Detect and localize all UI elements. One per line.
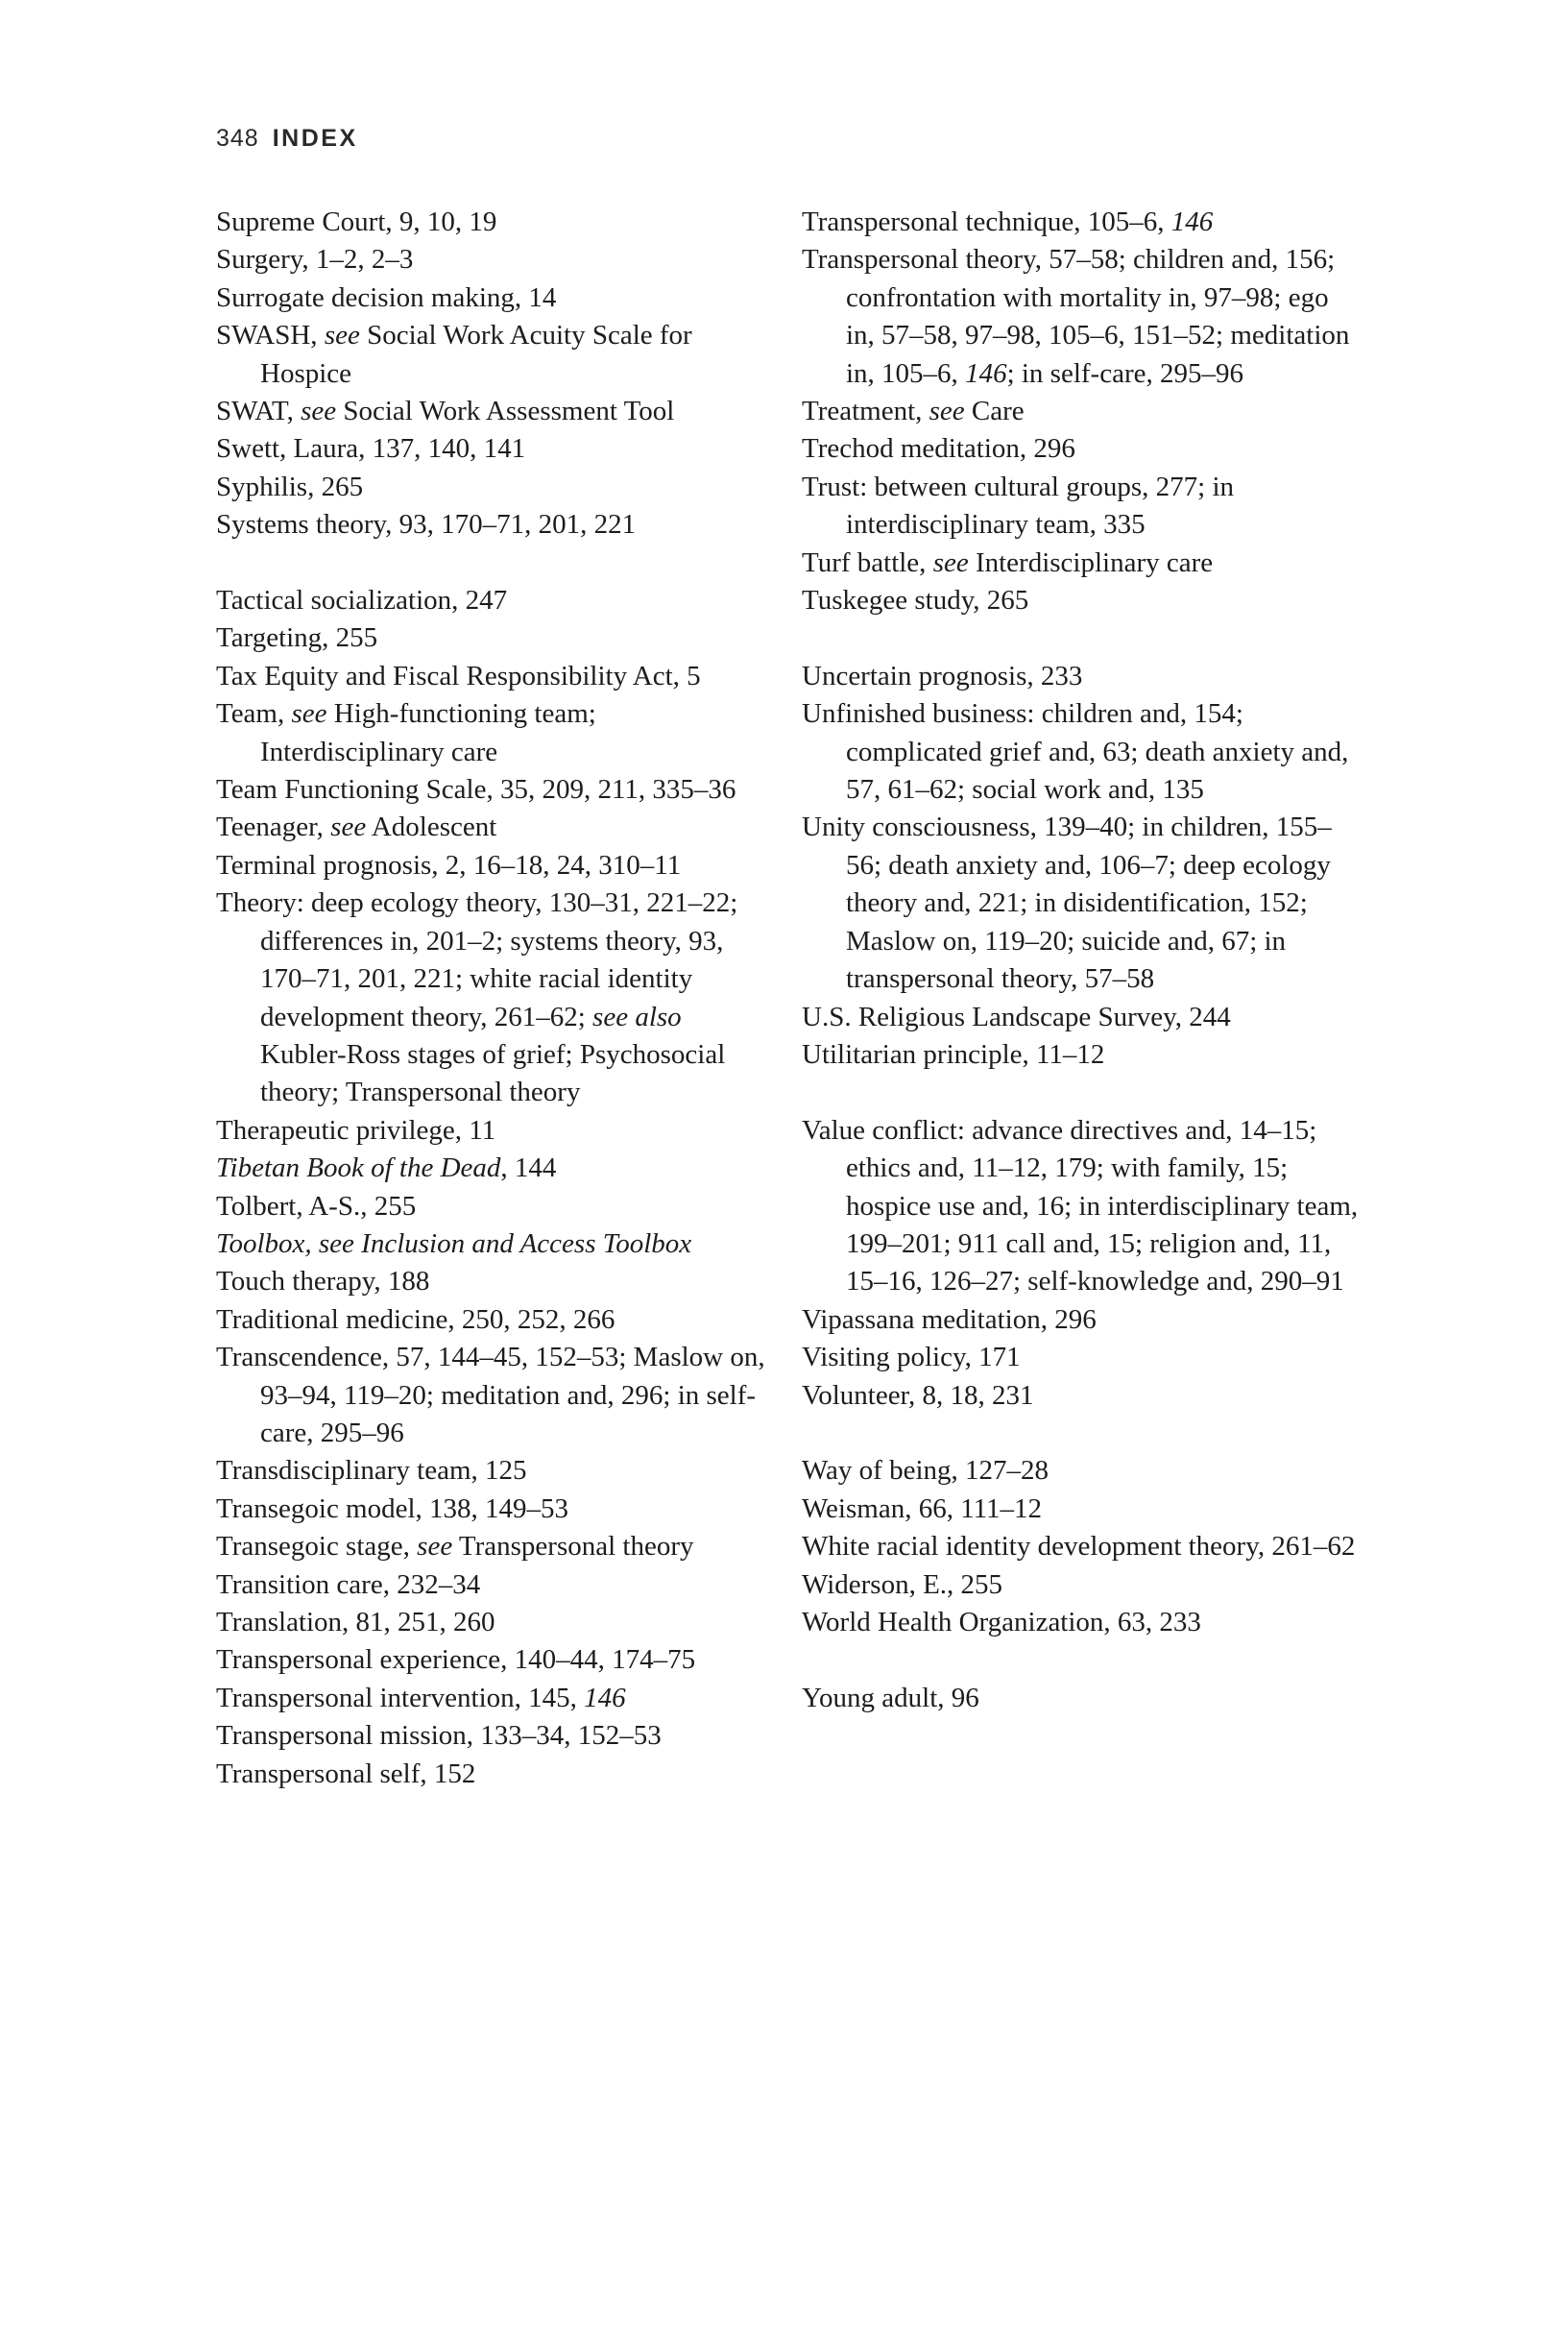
index-entry: Utilitarian principle, 11–12 <box>802 1038 1105 1070</box>
index-entry: Young adult, 96 <box>802 1682 979 1713</box>
index-entry <box>802 393 1359 430</box>
index-entry: Systems theory, 93, 170–71, 201, 221 <box>216 509 637 541</box>
index-entry <box>216 393 773 430</box>
entry-italic-text: Tibetan Book of the Dead <box>216 1152 501 1184</box>
entry-italic-text: 146 <box>965 357 1007 389</box>
entry-italic-text: see <box>417 1531 453 1563</box>
index-entry: Surrogate decision making, 14 <box>216 281 557 313</box>
index-entry <box>216 695 773 771</box>
entry-text: Turf battle, <box>802 546 933 578</box>
index-entry: Therapeutic privilege, 11 <box>216 1114 496 1146</box>
entry-text: High-functioning team; Interdisciplinary care <box>260 698 596 767</box>
entry-text: ; in self-care, 295–96 <box>1006 357 1243 389</box>
entry-italic-text: see <box>301 396 337 427</box>
letter-group-gap <box>802 1415 1359 1452</box>
index-entry: U.S. Religious Landscape Survey, 244 <box>802 1001 1231 1032</box>
running-header <box>216 125 358 153</box>
entry-text: SWASH, <box>216 320 325 352</box>
index-entry <box>802 204 1359 241</box>
index-entry: Transcendence, 57, 144–45, 152–53; Maslow on, 93–94, 119–20; meditation and, 296; in self-care, 295–96 <box>216 1342 765 1448</box>
index-entry: Trechod meditation, 296 <box>802 433 1075 465</box>
index-entry <box>216 885 773 1111</box>
entry-text: Transegoic stage, <box>216 1531 418 1563</box>
entry-italic-text: see <box>929 396 965 427</box>
entry-text: Social Work Acuity Scale for Hospice <box>260 320 692 389</box>
index-entry: Unity consciousness, 139–40; in children, 155–56; death anxiety and, 106–7; deep ecology theory and, 221; in disidentification, 152; Maslow on, 119–20; suicide and, 67; in transpersonal theory, 57–58 <box>802 812 1332 995</box>
index-entry: Tactical socialization, 247 <box>216 585 508 617</box>
entry-italic-text: see <box>291 698 327 730</box>
index-entry: Syphilis, 265 <box>216 471 364 502</box>
entry-text: Transpersonal theory <box>452 1531 694 1563</box>
entry-text: Social Work Assessment Tool <box>336 396 675 427</box>
entry-text: Transpersonal intervention, 145, <box>216 1682 585 1713</box>
entry-text: Adolescent <box>366 812 497 843</box>
index-entry: Transition care, 232–34 <box>216 1568 481 1600</box>
index-entry <box>216 1150 773 1187</box>
page-title: INDEX <box>272 125 358 152</box>
index-entry: Targeting, 255 <box>216 622 378 654</box>
index-entry: Tax Equity and Fiscal Responsibility Act, 5 <box>216 660 701 691</box>
entry-text: SWAT, <box>216 396 302 427</box>
letter-group-gap <box>802 1074 1359 1111</box>
index-entry: Tolbert, A-S., 255 <box>216 1190 417 1222</box>
entry-text: Care <box>964 396 1025 427</box>
index-entry: Trust: between cultural groups, 277; in interdisciplinary team, 335 <box>802 471 1234 541</box>
index-entry: Terminal prognosis, 2, 16–18, 24, 310–11 <box>216 849 682 881</box>
index-entry: Supreme Court, 9, 10, 19 <box>216 206 497 237</box>
entry-italic-text: see also <box>592 1001 682 1032</box>
letter-group-gap <box>802 619 1359 657</box>
index-entry: Transegoic model, 138, 149–53 <box>216 1492 569 1524</box>
index-entry <box>216 809 773 846</box>
index-entry <box>802 241 1359 393</box>
index-entry: World Health Organization, 63, 233 <box>802 1606 1201 1637</box>
index-entry: Transdisciplinary team, 125 <box>216 1455 527 1487</box>
letter-group-gap <box>802 1641 1359 1679</box>
entry-text: Treatment, <box>802 396 929 427</box>
index-entry: Team Functioning Scale, 35, 209, 211, 335–36 <box>216 774 736 806</box>
index-entry <box>216 1528 773 1565</box>
index-entry: Surgery, 1–2, 2–3 <box>216 244 414 276</box>
index-entry: Translation, 81, 251, 260 <box>216 1607 495 1638</box>
index-entry: Weisman, 66, 111–12 <box>802 1492 1043 1524</box>
index-entry: Transpersonal experience, 140–44, 174–75 <box>216 1644 696 1676</box>
index-entry: Value conflict: advance directives and, 14–15; ethics and, 11–12, 179; with family, 15; hospice use and, 16; in interdisciplinary team, 199–201; 911 call and, 15; religion and, 11, 15–16, 126–27; self-knowledge and, 290–91 <box>802 1114 1359 1297</box>
index-entry: Unfinished business: children and, 154; complicated grief and, 63; death anxiety and, 57, 61–62; social work and, 135 <box>802 698 1349 806</box>
letter-group-gap <box>216 545 773 582</box>
entry-text: Theory: deep ecology theory, 130–31, 221–22; differences in, 201–2; systems theory, 93, 170–71, 201, 221; white racial identity development theory, 261–62; <box>216 887 738 1032</box>
entry-text: Teenager, <box>216 812 331 843</box>
index-entry <box>216 317 773 393</box>
index-entry: Touch therapy, 188 <box>216 1266 430 1297</box>
index-column-left <box>216 204 773 1793</box>
page-number: 348 <box>216 125 259 152</box>
index-entry <box>216 1225 773 1263</box>
index-entry: Way of being, 127–28 <box>802 1455 1049 1487</box>
index-column-right <box>802 204 1359 1717</box>
entry-italic-text: Toolbox, see Inclusion and Access Toolbox <box>216 1227 692 1259</box>
entry-italic-text: 146 <box>1170 206 1214 237</box>
index-entry: Transpersonal self, 152 <box>216 1758 476 1789</box>
index-entry: Swett, Laura, 137, 140, 141 <box>216 433 526 465</box>
index-entry: Volunteer, 8, 18, 231 <box>802 1379 1034 1411</box>
index-entry: Transpersonal mission, 133–34, 152–53 <box>216 1720 662 1752</box>
index-entry: Uncertain prognosis, 233 <box>802 660 1083 691</box>
entry-text: , 144 <box>500 1152 557 1184</box>
index-entry <box>802 545 1359 582</box>
index-entry: Vipassana meditation, 296 <box>802 1303 1097 1335</box>
index-entry: Traditional medicine, 250, 252, 266 <box>216 1303 615 1335</box>
entry-text: Interdisciplinary care <box>968 546 1214 578</box>
index-entry: Tuskegee study, 265 <box>802 585 1029 617</box>
entry-text: Transpersonal technique, 105–6, <box>802 206 1171 237</box>
entry-text: Kubler-Ross stages of grief; Psychosocial theory; Transpersonal theory <box>260 1038 726 1108</box>
entry-text: Team, <box>216 698 292 730</box>
entry-italic-text: 146 <box>584 1682 626 1713</box>
entry-italic-text: see <box>330 812 367 843</box>
index-entry: Widerson, E., 255 <box>802 1568 1003 1600</box>
index-entry: Visiting policy, 171 <box>802 1342 1021 1373</box>
index-entry: White racial identity development theory, 261–62 <box>802 1531 1356 1563</box>
entry-text: Transpersonal theory, 57–58; children and, 156; confrontation with mortality in, 97–98; ego in, 57–58, 97–98, 105–6, 151–52; meditation in, 105–6, <box>802 244 1350 389</box>
entry-italic-text: see <box>932 546 969 578</box>
entry-italic-text: see <box>324 320 360 352</box>
index-entry <box>216 1680 773 1717</box>
